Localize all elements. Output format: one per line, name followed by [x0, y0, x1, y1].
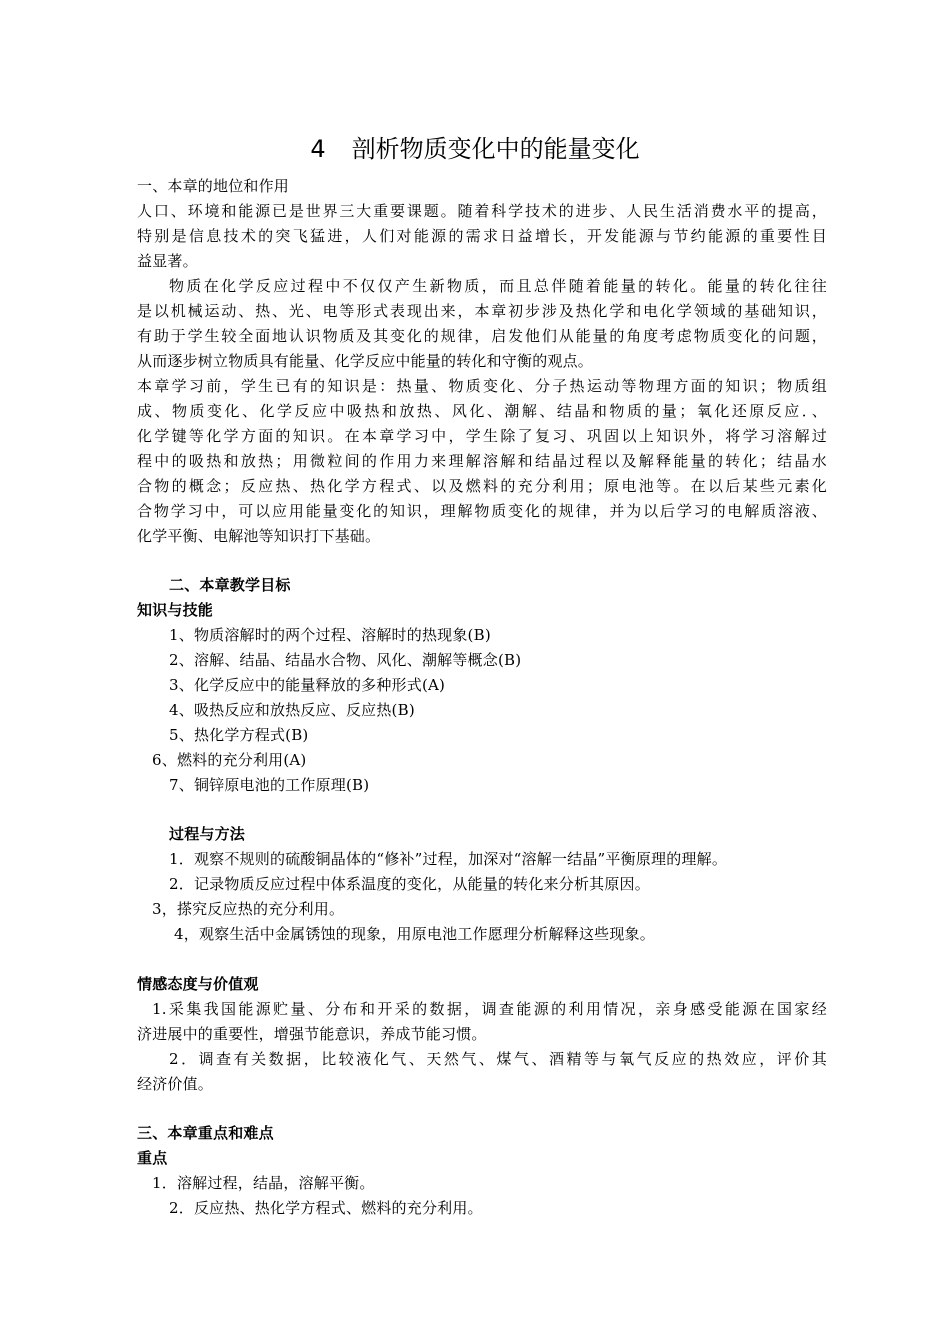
chapter-number: 4 [310, 135, 326, 163]
paragraph-line: 特别是信息技术的突飞猛进，人们对能源的需求日益增长，开发能源与节约能源的重要性目 [137, 227, 827, 245]
page-title [0, 131, 950, 167]
paragraph-line: 从而逐步树立物质具有能量、化学反应中能量的转化和守衡的观点。 [137, 352, 594, 370]
paragraph-line: 是以机械运动、热、光、电等形式表现出来，本章初步涉及热化学和电化学领域的基础知识， [137, 302, 827, 320]
list-item: 2．记录物质反应过程中体系温度的变化，从能量的转化来分析其原因。 [169, 875, 650, 893]
section-heading: 一、本章的地位和作用 [137, 177, 290, 195]
subsection-heading: 知识与技能 [137, 601, 214, 619]
list-item: 1．溶解过程，结晶，溶解平衡。 [152, 1174, 375, 1192]
paragraph-line: 合物学习中，可以应用能量变化的知识，理解物质变化的规律，并为以后学习的电解质溶液、 [137, 502, 827, 520]
list-item: 5、热化学方程式(B) [169, 726, 309, 744]
list-item: 1．观察不规则的硫酸铜晶体的“修补”过程，加深对“溶解一结晶”平衡原理的理解。 [169, 850, 728, 868]
paragraph-line: 成、物质变化、化学反应中吸热和放热、风化、潮解、结晶和物质的量；氧化还原反应．、 [137, 402, 827, 420]
list-item: 3，搽究反应热的充分利用。 [152, 900, 345, 918]
subsection-heading: 过程与方法 [169, 825, 246, 843]
list-item: 2．反应热、热化学方程式、燃料的充分利用。 [169, 1199, 483, 1217]
list-item: 3、化学反应中的能量释放的多种形式(A) [169, 676, 446, 694]
paragraph-line: 经济价值。 [137, 1075, 214, 1093]
list-item: 1、物质溶解时的两个过程、溶解时的热现象(B) [169, 626, 491, 644]
list-item: 4、吸热反应和放热反应、反应热(B) [169, 701, 415, 719]
paragraph-line: 2．调查有关数据，比较液化气、天然气、煤气、酒精等与氧气反应的热效应，评价其 [169, 1050, 827, 1068]
subsection-heading: 情感态度与价值观 [137, 975, 259, 993]
list-item: 2、溶解、结晶、结晶水合物、风化、潮解等概念(B) [169, 651, 522, 669]
paragraph-line: 合物的概念；反应热、热化学方程式、以及燃料的充分利用；原电池等。在以后某些元素化 [137, 477, 827, 495]
subsection-heading: 重点 [137, 1149, 168, 1167]
list-item: 6、燃料的充分利用(A) [152, 751, 307, 769]
paragraph-line: 人口、环境和能源已是世界三大重要课题。随着科学技术的进步、人民生活消费水平的提高， [137, 202, 827, 220]
paragraph-line: 物质在化学反应过程中不仅仅产生新物质，而且总伴随着能量的转化。能量的转化往往 [169, 277, 827, 295]
chapter-title: 剖析物质变化中的能量变化 [351, 135, 640, 163]
list-item: 4，观察生活中金属锈蚀的现象，用原电池工作愿理分析解释这些现象。 [174, 925, 655, 943]
paragraph-line: 本章学习前，学生已有的知识是：热量、物质变化、分子热运动等物理方面的知识；物质组 [137, 377, 827, 395]
paragraph-line: 益显著。 [137, 252, 198, 270]
section-heading: 二、本章教学目标 [169, 576, 291, 594]
paragraph-line: 有助于学生较全面地认识物质及其变化的规律，启发他们从能量的角度考虑物质变化的问题， [137, 327, 827, 345]
paragraph-line: 化学键等化学方面的知识。在本章学习中，学生除了复习、巩固以上知识外，将学习溶解过 [137, 427, 827, 445]
paragraph-line: 化学平衡、电解池等知识打下基础。 [137, 527, 381, 545]
paragraph-line: 济进展中的重要性，增强节能意识，养成节能习惯。 [137, 1025, 487, 1043]
paragraph-line: 程中的吸热和放热；用微粒间的作用力来理解溶解和结晶过程以及解释能量的转化；结晶水 [137, 452, 827, 470]
section-heading: 三、本章重点和难点 [137, 1124, 274, 1142]
paragraph-line: 1.采集我国能源贮量、分布和开采的数据，调查能源的利用情况，亲身感受能源在国家经 [152, 1000, 827, 1018]
list-item: 7、铜锌原电池的工作原理(B) [169, 776, 370, 794]
